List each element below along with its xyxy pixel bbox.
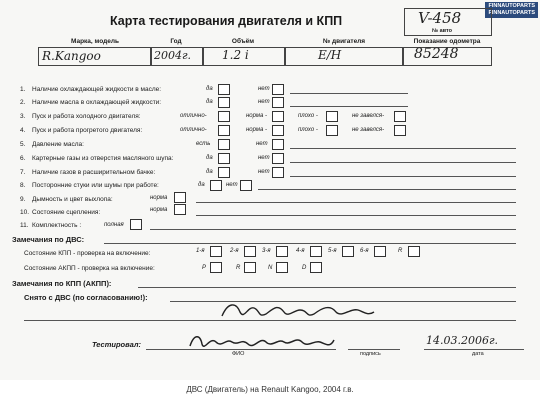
item-2-line [290,106,408,107]
date-label: дата [472,351,484,357]
item-2-yes-checkbox[interactable] [218,97,230,108]
kpp-gear-6-checkbox[interactable] [374,246,386,257]
value-odometer: 85248 [414,46,459,62]
item-5-no-checkbox[interactable] [272,139,284,150]
tested-label: Тестировал: [92,340,141,349]
item-9-label: Дымность и цвет выхлопа: [32,196,113,203]
akpp-gear-n-checkbox[interactable] [276,262,288,273]
kpp-gear-2: 2-я [230,248,239,254]
col-odometer: Показание одометра [413,38,481,45]
item-6-label: Картерные газы из отверстия масляного шупа: [32,155,174,162]
item-3-opt-excellent: отлично- [180,113,207,119]
watermark-line-1: FINNAUTOPARTS [488,3,535,9]
item-9-normal-checkbox[interactable] [174,192,186,203]
item-2-opt-no: нет [258,99,270,105]
item-4-opt-normal: норма - [246,127,268,133]
kpp-remarks-label: Замечания по КПП (АКПП): [12,279,112,288]
kpp-label: Состояние КПП - проверка на включение: [24,250,151,257]
item-10-normal-checkbox[interactable] [174,204,186,215]
item-4-number: 4. [20,127,26,134]
kpp-gear-r: R [398,248,403,254]
item-1-number: 1. [20,86,26,93]
item-2-opt-yes: да [206,99,213,105]
item-10-number: 10. [20,209,30,216]
kpp-gear-5: 5-я [328,248,337,254]
akpp-gear-r: R [236,265,241,271]
cell-engine-number [284,47,404,66]
item-11-number: 11. [20,222,29,229]
item-2-label: Наличие масла в охлаждающей жидкости: [32,99,162,106]
item-1-opt-no: нет [258,86,270,92]
item-7-opt-no: нет [258,169,270,175]
item-1-line [290,93,408,94]
col-make-model: Марка, модель [70,38,120,45]
item-4-opt-bad: плохо - [298,127,318,133]
item-4-opt-excellent: отлично- [180,127,207,133]
watermark-line-2: FINNAUTOPARTS [488,10,535,16]
item-9-opt-normal: норма [150,195,168,201]
kpp-remarks-line [138,287,516,288]
item-4-no-start-checkbox[interactable] [394,125,406,136]
item-11-label: Комплектность : [32,222,82,229]
item-6-opt-yes: да [206,155,213,161]
item-8-number: 8. [20,182,26,189]
kpp-gear-4-checkbox[interactable] [310,246,322,257]
tester-signature-line [348,349,400,350]
item-6-number: 6. [20,155,26,162]
akpp-gear-d: D [302,265,307,271]
item-8-opt-no: нет [226,182,238,188]
item-4-bad-checkbox[interactable] [326,125,338,136]
kpp-gear-5-checkbox[interactable] [342,246,354,257]
test-date-line [424,349,524,350]
value-year: 2004г. [154,49,192,62]
akpp-gear-d-checkbox[interactable] [310,262,322,273]
item-6-yes-checkbox[interactable] [218,153,230,164]
fio-label: ФИО [232,351,245,357]
kpp-gear-3-checkbox[interactable] [276,246,288,257]
auto-number-value: V-458 [418,9,462,27]
item-10-opt-normal: норма [150,207,168,213]
item-8-label: Посторонние стуки или шумы при работе: [32,182,159,189]
item-7-number: 7. [20,169,26,176]
item-3-excellent-checkbox[interactable] [218,111,230,122]
col-volume: Объём [231,38,255,45]
akpp-gear-r-checkbox[interactable] [244,262,256,273]
item-10-label: Состояние сцепления: [32,209,101,216]
item-2-number: 2. [20,99,26,106]
item-5-label: Давление масла: [32,141,84,148]
item-4-normal-checkbox[interactable] [272,125,284,136]
item-10-line [196,215,516,216]
item-5-number: 5. [20,141,26,148]
item-8-yes-checkbox[interactable] [210,180,222,191]
item-3-number: 3. [20,113,26,120]
kpp-gear-1-checkbox[interactable] [210,246,222,257]
akpp-gear-n: N [268,265,273,271]
value-volume: 1.2 i [222,48,249,62]
item-6-line [290,162,516,163]
tester-name-handwriting [186,330,336,356]
kpp-gear-6: 6-я [360,248,369,254]
item-8-opt-yes: да [198,182,205,188]
akpp-label: Состояние АКПП - проверка на включение: [24,265,155,272]
test-date-value: 14.03.2006г. [426,334,499,347]
akpp-gear-p-checkbox[interactable] [210,262,222,273]
item-8-no-checkbox[interactable] [240,180,252,191]
kpp-gear-3: 3-я [262,248,271,254]
item-3-bad-checkbox[interactable] [326,111,338,122]
kpp-gear-r-checkbox[interactable] [408,246,420,257]
item-8-line [258,189,516,190]
item-11-line [150,229,516,230]
item-5-line [290,148,516,149]
item-5-opt-no: нет [256,141,268,147]
handwritten-note [218,298,378,324]
item-9-line [196,202,516,203]
item-7-line [290,176,516,177]
item-7-yes-checkbox[interactable] [218,167,230,178]
kpp-gear-1: 1-я [196,248,205,254]
item-9-number: 9. [20,196,26,203]
item-4-opt-no-start: не завелся- [352,127,385,133]
item-11-full-checkbox[interactable] [130,219,142,230]
dvs-remarks-line [104,243,516,244]
kpp-gear-2-checkbox[interactable] [244,246,256,257]
card-title: Карта тестирования двигателя и КПП [110,14,343,28]
col-year: Год [170,38,182,45]
item-1-no-checkbox[interactable] [272,84,284,95]
akpp-gear-p: P [202,265,207,271]
item-5-yes-checkbox[interactable] [218,139,230,150]
item-2-no-checkbox[interactable] [272,97,284,108]
item-1-opt-yes: да [206,86,213,92]
signature-label: подпись [360,351,381,357]
col-engine-number: № двигателя [322,38,366,45]
image-caption: ДВС (Двигатель) на Renault Kangoo, 2004 г.в. [186,385,354,394]
item-1-label: Наличие охлаждающей жидкости в масле: [32,86,162,93]
dvs-remarks-label: Замечания по ДВС: [12,235,85,244]
item-3-no-start-checkbox[interactable] [394,111,406,122]
item-3-opt-no-start: не завелся- [352,113,385,119]
item-4-excellent-checkbox[interactable] [218,125,230,136]
item-4-label: Пуск и работа прогретого двигателя: [32,127,143,134]
item-6-opt-no: нет [258,155,270,161]
item-3-opt-normal: норма - [246,113,268,119]
value-engine-number: E/H [318,48,342,62]
item-5-opt-yes: есть [196,141,211,147]
item-11-opt-full: полная [104,222,124,228]
item-6-no-checkbox[interactable] [272,153,284,164]
item-1-yes-checkbox[interactable] [218,84,230,95]
item-3-label: Пуск и работа холодного двигателя: [32,113,141,120]
item-7-label: Наличие газов в расширительном бачке: [32,169,156,176]
item-3-opt-bad: плохо - [298,113,318,119]
removed-label: Снято с ДВС (по согласованию!): [24,293,148,302]
kpp-gear-4: 4-я [296,248,305,254]
value-make-model: R.Kangoo [42,49,101,63]
watermark [485,2,538,18]
auto-number-label: № авто [432,28,453,34]
item-3-normal-checkbox[interactable] [272,111,284,122]
item-7-opt-yes: да [206,169,213,175]
item-7-no-checkbox[interactable] [272,167,284,178]
